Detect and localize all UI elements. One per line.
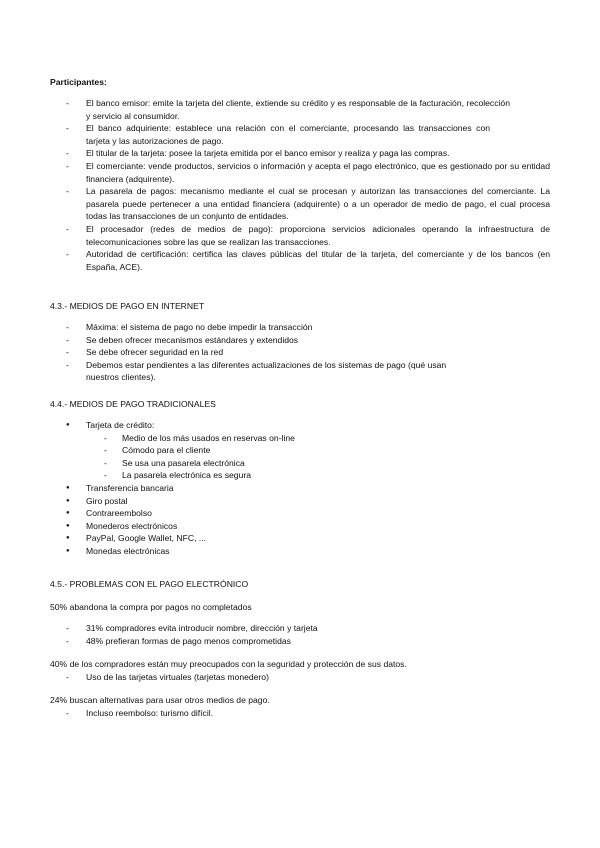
- participantes-heading: Participantes:: [50, 77, 107, 87]
- list-item: [50, 419, 550, 482]
- section-43-heading: 4.3.- MEDIOS DE PAGO EN INTERNET: [50, 301, 205, 311]
- list-item: - Se deben ofrecer mecanismos estándares y extendidos: [50, 334, 550, 347]
- stat-paragraph-2: 40% de los compradores están muy preocupados con la seguridad y protección de sus datos.: [50, 659, 407, 669]
- participantes-list: [50, 97, 550, 273]
- list-item: ● Transferencia bancaria: [50, 482, 550, 495]
- credit-card-sublist: [86, 432, 550, 482]
- list-item: ● PayPal, Google Wallet, NFC, ...: [50, 532, 550, 545]
- list-item: - Incluso reembolso: turismo difícil.: [50, 707, 550, 720]
- list-item: ● Contrareembolso: [50, 507, 550, 520]
- stat-paragraph-3: 24% buscan alternativas para usar otros medios de pago.: [50, 695, 270, 705]
- list-item: - El banco adquiriente: establece una relación con el comerciante, procesando las transacciones con tarjeta y las autorizaciones de pago.: [50, 122, 550, 147]
- list-item: - El titular de la tarjeta: posee la tarjeta emitida por el banco emisor y realiza y paga las compras.: [50, 147, 550, 160]
- credit-card-label: Tarjeta de crédito:: [86, 420, 155, 430]
- list-item: - 48% prefieran formas de pago menos comprometidas: [50, 635, 550, 648]
- list-item: - El procesador (redes de medios de pago): proporciona servicios adicionales operando la infraestructura de telecomunicaciones sobre las que se realizan las transacciones.: [50, 223, 550, 248]
- list-item: - El comerciante: vende productos, servicios o información y acepta el pago electrónico, que es gestionado por su entidad financiera (adquirente).: [50, 160, 550, 185]
- section-44-list: [50, 419, 550, 558]
- list-item: ● Giro postal: [50, 495, 550, 508]
- list-item: - El banco emisor: emite la tarjeta del cliente, extiende su crédito y es responsable de la facturación, recolección y servicio al consumidor.: [50, 97, 550, 122]
- list-item: - Autoridad de certificación: certifica las claves públicas del titular de la tarjeta, del comerciante y de los bancos (en España, ACE).: [50, 248, 550, 273]
- section-44-heading: 4.4.- MEDIOS DE PAGO TRADICIONALES: [50, 399, 216, 409]
- sub-list-item: - Medio de los más usados en reservas on-line: [86, 432, 550, 445]
- list-item: - 31% compradores evita introducir nombre, dirección y tarjeta: [50, 622, 550, 635]
- sub-list-item: - Se usa una pasarela electrónica: [86, 457, 550, 470]
- list-item: ● Monederos electrónicos: [50, 520, 550, 533]
- list-item: - Se debe ofrecer seguridad en la red: [50, 346, 550, 359]
- list-item: - La pasarela de pagos: mecanismo mediante el cual se procesan y autorizan las transacciones del comerciante. La pasarela puede pertenecer a una entidad financiera (adquirente) o a un operador de medio de pago, el cual procesa todas las transacciones de un conjunto de entidades.: [50, 185, 550, 223]
- section-45-heading: 4.5.- PROBLEMAS CON EL PAGO ELECTRÓNICO: [50, 579, 249, 589]
- stat-1-list: [50, 622, 550, 647]
- list-item: - Uso de las tarjetas virtuales (tarjetas monedero): [50, 671, 550, 684]
- stat-2-list: [50, 671, 550, 684]
- section-43-list: [50, 321, 550, 384]
- stat-3-list: [50, 707, 550, 720]
- list-item: - Máxima: el sistema de pago no debe impedir la transacción: [50, 321, 550, 334]
- sub-list-item: - Cómodo para el cliente: [86, 444, 550, 457]
- list-item: ● Monedas electrónicas: [50, 545, 550, 558]
- list-item: - Debemos estar pendientes a las diferentes actualizaciones de los sistemas de pago (qué usan nuestros clientes).: [50, 359, 550, 384]
- sub-list-item: - La pasarela electrónica es segura: [86, 469, 550, 482]
- stat-paragraph-1: 50% abandona la compra por pagos no completados: [50, 602, 252, 612]
